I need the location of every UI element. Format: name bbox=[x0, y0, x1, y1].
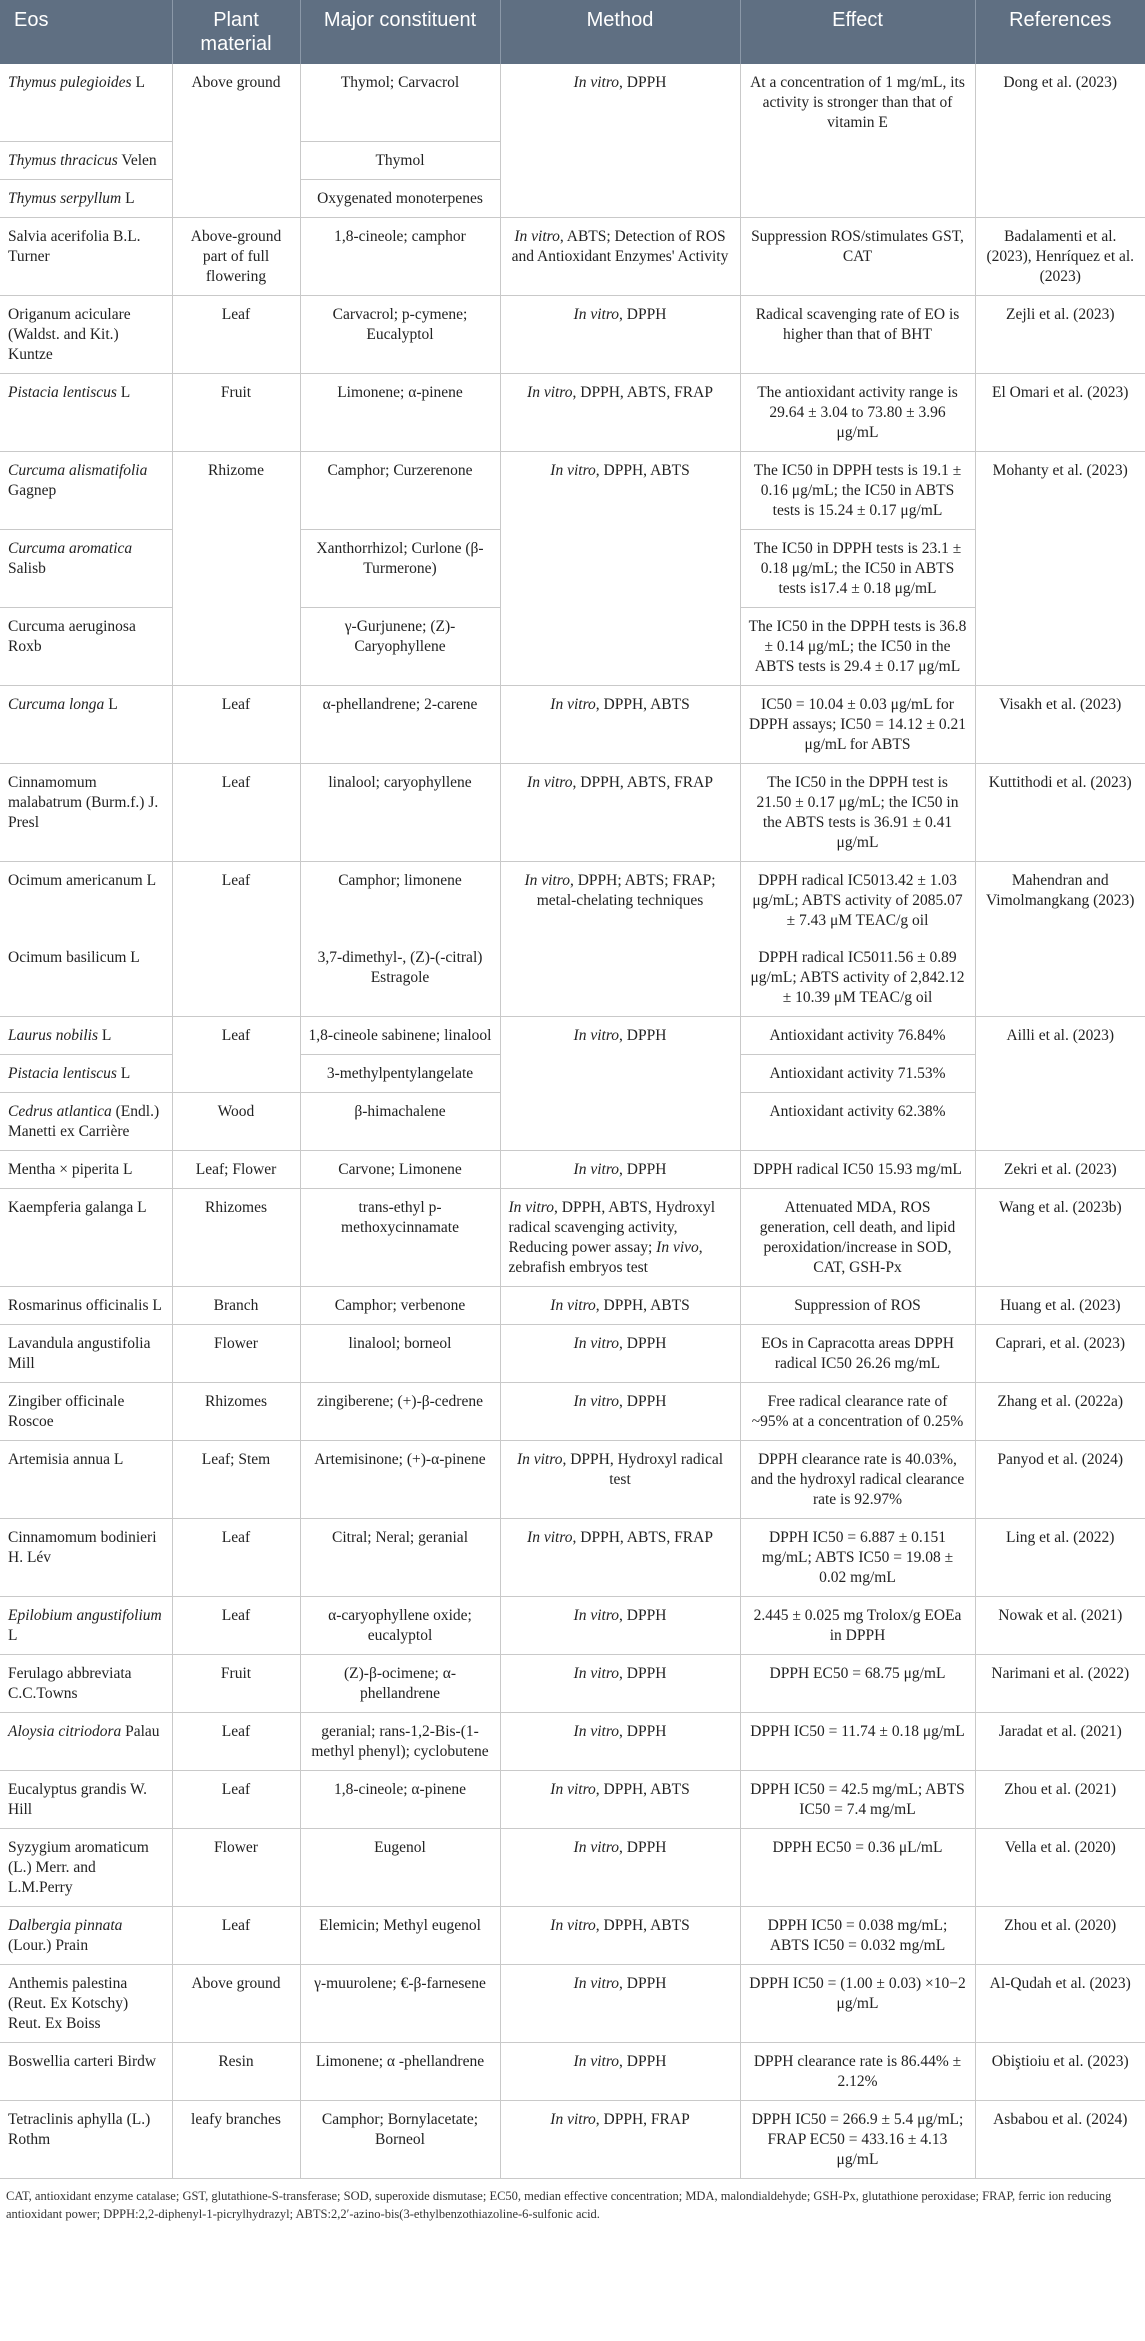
cell-reference: Zekri et al. (2023) bbox=[975, 1150, 1145, 1188]
cell-plant-material: Fruit bbox=[172, 1654, 300, 1712]
table-row bbox=[0, 1828, 1145, 1906]
table-row bbox=[0, 217, 1145, 295]
cell-eos: Tetraclinis aphylla (L.) Rothm bbox=[0, 2100, 172, 2178]
cell-eos: Curcuma aromatica Salisb bbox=[0, 529, 172, 607]
header-effect: Effect bbox=[740, 0, 975, 64]
cell-effect: DPPH EC50 = 68.75 μg/mL bbox=[740, 1654, 975, 1712]
table-row bbox=[0, 529, 1145, 607]
cell-reference bbox=[975, 141, 1145, 179]
table-row bbox=[0, 2042, 1145, 2100]
cell-plant-material: Flower bbox=[172, 1324, 300, 1382]
cell-constituent: γ-muurolene; €-β-farnesene bbox=[300, 1964, 500, 2042]
cell-effect: DPPH clearance rate is 86.44% ± 2.12% bbox=[740, 2042, 975, 2100]
cell-plant-material bbox=[172, 529, 300, 607]
cell-method: In vitro, DPPH bbox=[500, 1150, 740, 1188]
cell-reference bbox=[975, 607, 1145, 685]
cell-constituent: 1,8-cineole sabinene; linalool bbox=[300, 1016, 500, 1054]
cell-effect: DPPH EC50 = 0.36 μL/mL bbox=[740, 1828, 975, 1906]
table-row bbox=[0, 1016, 1145, 1054]
cell-eos: Kaempferia galanga L bbox=[0, 1188, 172, 1286]
table-row bbox=[0, 1596, 1145, 1654]
cell-effect: Antioxidant activity 76.84% bbox=[740, 1016, 975, 1054]
cell-reference: Zhou et al. (2020) bbox=[975, 1906, 1145, 1964]
cell-method bbox=[500, 607, 740, 685]
cell-reference: Dong et al. (2023) bbox=[1003, 74, 1118, 91]
cell-effect: IC50 = 10.04 ± 0.03 μg/mL for DPPH assays; IC50 = 14.12 ± 0.21 μg/mL for ABTS bbox=[740, 685, 975, 763]
cell-plant-material: Leaf bbox=[172, 685, 300, 763]
table-row bbox=[0, 1518, 1145, 1596]
cell-eos: Lavandula angustifolia Mill bbox=[0, 1324, 172, 1382]
table-row bbox=[0, 2100, 1145, 2178]
table-row bbox=[0, 1054, 1145, 1092]
cell-method: In vitro, DPPH, ABTS bbox=[500, 1906, 740, 1964]
cell-eos: Ocimum basilicum L bbox=[0, 939, 172, 1017]
cell-method: In vitro, ABTS; Detection of ROS and Antioxidant Enzymes' Activity bbox=[500, 217, 740, 295]
cell-reference: Obiştioiu et al. (2023) bbox=[975, 2042, 1145, 2100]
cell-plant-material: Fruit bbox=[172, 373, 300, 451]
cell-constituent: 3,7-dimethyl-, (Z)-(-citral) Estragole bbox=[300, 939, 500, 1017]
table-row bbox=[0, 64, 1145, 141]
cell-reference: Visakh et al. (2023) bbox=[975, 685, 1145, 763]
cell-plant-material bbox=[172, 179, 300, 217]
cell-reference: Asbabou et al. (2024) bbox=[975, 2100, 1145, 2178]
cell-plant-material: leafy branches bbox=[172, 2100, 300, 2178]
cell-plant-material: Leaf; Flower bbox=[172, 1150, 300, 1188]
cell-reference: Ling et al. (2022) bbox=[975, 1518, 1145, 1596]
cell-eos: Cinnamomum bodinieri H. Lév bbox=[0, 1518, 172, 1596]
table-row bbox=[0, 1382, 1145, 1440]
cell-method: In vitro, DPPH bbox=[500, 295, 740, 373]
cell-reference: Zhang et al. (2022a) bbox=[975, 1382, 1145, 1440]
cell-constituent: 3-methylpentylangelate bbox=[300, 1054, 500, 1092]
cell-constituent: 1,8-cineole; α-pinene bbox=[300, 1770, 500, 1828]
cell-eos: Curcuma longa L bbox=[0, 685, 172, 763]
header-plant-material: Plant material bbox=[172, 0, 300, 64]
cell-constituent: Camphor; verbenone bbox=[300, 1286, 500, 1324]
cell-effect: The IC50 in DPPH tests is 23.1 ± 0.18 μg/mL; the IC50 in ABTS tests is17.4 ± 0.18 μg/mL bbox=[740, 529, 975, 607]
cell-plant-material: Leaf; Stem bbox=[172, 1440, 300, 1518]
cell-plant-material bbox=[172, 939, 300, 1017]
header-eos: Eos bbox=[0, 0, 172, 64]
cell-reference: Panyod et al. (2024) bbox=[975, 1440, 1145, 1518]
cell-effect: DPPH IC50 = 6.887 ± 0.151 mg/mL; ABTS IC50 = 19.08 ± 0.02 mg/mL bbox=[740, 1518, 975, 1596]
cell-reference bbox=[975, 179, 1145, 217]
cell-eos: Pistacia lentiscus L bbox=[0, 1054, 172, 1092]
table-row bbox=[0, 685, 1145, 763]
cell-plant-material: Above ground bbox=[172, 64, 300, 141]
cell-plant-material: Above ground bbox=[172, 1964, 300, 2042]
cell-constituent: Xanthorrhizol; Curlone (β-Turmerone) bbox=[300, 529, 500, 607]
cell-method: In vitro, DPPH, ABTS bbox=[500, 1770, 740, 1828]
cell-eos: Zingiber officinale Roscoe bbox=[0, 1382, 172, 1440]
cell-reference: Narimani et al. (2022) bbox=[975, 1654, 1145, 1712]
cell-method: In vitro, DPPH bbox=[500, 1016, 740, 1054]
cell-constituent: Thymol bbox=[300, 141, 500, 179]
table-row bbox=[0, 179, 1145, 217]
cell-reference: Jaradat et al. (2021) bbox=[975, 1712, 1145, 1770]
cell-constituent: Limonene; α-pinene bbox=[300, 373, 500, 451]
cell-eos: Dalbergia pinnata (Lour.) Prain bbox=[0, 1906, 172, 1964]
cell-effect: The IC50 in the DPPH tests is 36.8 ± 0.14 μg/mL; the IC50 in the ABTS tests is 29.4 ± 0.17 μg/mL bbox=[740, 607, 975, 685]
cell-method: In vitro, DPPH bbox=[500, 1596, 740, 1654]
cell-effect: The antioxidant activity range is 29.64 ± 3.04 to 73.80 ± 3.96 μg/mL bbox=[740, 373, 975, 451]
cell-effect: DPPH radical IC50 15.93 mg/mL bbox=[740, 1150, 975, 1188]
cell-plant-material: Resin bbox=[172, 2042, 300, 2100]
cell-reference: El Omari et al. (2023) bbox=[975, 373, 1145, 451]
cell-method: In vitro, DPPH bbox=[500, 1828, 740, 1906]
cell-eos: Boswellia carteri Birdw bbox=[0, 2042, 172, 2100]
cell-plant-material: Leaf bbox=[172, 763, 300, 861]
cell-constituent: γ-Gurjunene; (Z)-Caryophyllene bbox=[300, 607, 500, 685]
cell-reference: Zejli et al. (2023) bbox=[975, 295, 1145, 373]
cell-eos: Cedrus atlantica (Endl.) Manetti ex Carrière bbox=[0, 1092, 172, 1150]
cell-reference: Nowak et al. (2021) bbox=[975, 1596, 1145, 1654]
cell-constituent: (Z)-β-ocimene; α-phellandrene bbox=[300, 1654, 500, 1712]
cell-reference: Badalamenti et al. (2023), Henríquez et al. (2023) bbox=[975, 217, 1145, 295]
cell-constituent: β-himachalene bbox=[300, 1092, 500, 1150]
cell-eos: Laurus nobilis L bbox=[0, 1016, 172, 1054]
cell-plant-material: Wood bbox=[172, 1092, 300, 1150]
table-row bbox=[0, 1964, 1145, 2042]
cell-constituent: zingiberene; (+)-β-cedrene bbox=[300, 1382, 500, 1440]
cell-method: In vitro, DPPH, ABTS bbox=[500, 685, 740, 763]
cell-constituent: Carvone; Limonene bbox=[300, 1150, 500, 1188]
cell-method: In vitro, DPPH, ABTS bbox=[500, 1286, 740, 1324]
cell-eos: Pistacia lentiscus L bbox=[0, 373, 172, 451]
cell-eos: Anthemis palestina (Reut. Ex Kotschy) Reut. Ex Boiss bbox=[0, 1964, 172, 2042]
cell-method: In vitro, DPPH; ABTS; FRAP; metal-chelating techniques bbox=[500, 861, 740, 939]
header-references: References bbox=[975, 0, 1145, 64]
cell-method: In vitro, DPPH, ABTS, FRAP bbox=[500, 373, 740, 451]
cell-constituent: α-phellandrene; 2-carene bbox=[300, 685, 500, 763]
cell-constituent: Camphor; Curzerenone bbox=[300, 451, 500, 529]
cell-eos: Ocimum americanum L bbox=[0, 861, 172, 939]
cell-effect: EOs in Capracotta areas DPPH radical IC50 26.26 mg/mL bbox=[740, 1324, 975, 1382]
cell-method: In vitro, DPPH, FRAP bbox=[500, 2100, 740, 2178]
table-row bbox=[0, 607, 1145, 685]
cell-eos: Aloysia citriodora Palau bbox=[0, 1712, 172, 1770]
cell-eos: Salvia acerifolia B.L. Turner bbox=[0, 217, 172, 295]
cell-constituent: Camphor; Bornylacetate; Borneol bbox=[300, 2100, 500, 2178]
cell-eos: Origanum aciculare (Waldst. and Kit.) Kuntze bbox=[0, 295, 172, 373]
cell-plant-material: Branch bbox=[172, 1286, 300, 1324]
cell-reference: Kuttithodi et al. (2023) bbox=[975, 763, 1145, 861]
cell-effect: DPPH IC50 = 0.038 mg/mL; ABTS IC50 = 0.032 mg/mL bbox=[740, 1906, 975, 1964]
table-row bbox=[0, 295, 1145, 373]
cell-eos: Artemisia annua L bbox=[0, 1440, 172, 1518]
cell-plant-material: Above-ground part of full flowering bbox=[172, 217, 300, 295]
cell-constituent: Elemicin; Methyl eugenol bbox=[300, 1906, 500, 1964]
cell-method: In vitro, DPPH, ABTS bbox=[500, 451, 740, 529]
cell-eos: Thymus serpyllum L bbox=[0, 179, 172, 217]
cell-constituent: geranial; rans-1,2-Bis-(1-methyl phenyl); cyclobutene bbox=[300, 1712, 500, 1770]
cell-reference bbox=[975, 939, 1145, 1017]
table-row bbox=[0, 1188, 1145, 1286]
cell-reference: Zhou et al. (2021) bbox=[975, 1770, 1145, 1828]
cell-eos: Thymus pulegioides L bbox=[0, 64, 172, 141]
cell-method bbox=[500, 1092, 740, 1150]
cell-method: In vitro, DPPH bbox=[500, 1324, 740, 1382]
cell-eos: Mentha × piperita L bbox=[0, 1150, 172, 1188]
table-row bbox=[0, 1440, 1145, 1518]
table-row bbox=[0, 939, 1145, 1017]
cell-plant-material: Rhizome bbox=[172, 451, 300, 529]
table-row bbox=[0, 373, 1145, 451]
cell-constituent: α-caryophyllene oxide; eucalyptol bbox=[300, 1596, 500, 1654]
cell-constituent: Eugenol bbox=[300, 1828, 500, 1906]
cell-plant-material: Leaf bbox=[172, 1712, 300, 1770]
table-row bbox=[0, 1286, 1145, 1324]
table-row bbox=[0, 763, 1145, 861]
cell-eos: Curcuma alismatifolia Gagnep bbox=[0, 451, 172, 529]
cell-method: In vitro, DPPH bbox=[500, 64, 740, 141]
cell-method: In vitro, DPPH bbox=[500, 1382, 740, 1440]
cell-effect: Suppression of ROS bbox=[740, 1286, 975, 1324]
cell-plant-material: Leaf bbox=[172, 861, 300, 939]
table-row bbox=[0, 1150, 1145, 1188]
cell-effect: The IC50 in DPPH tests is 19.1 ± 0.16 μg/mL; the IC50 in ABTS tests is 15.24 ± 0.17 μg/mL bbox=[740, 451, 975, 529]
table-footnote: CAT, antioxidant enzyme catalase; GST, glutathione-S-transferase; SOD, superoxide dismutase; EC50, median effective concentration; MDA, malondialdehyde; GSH-Px, glutathione peroxidase; FRAP, ferric ion reducing antioxidant power; DPPH:2,2-diphenyl-1-picrylhydrazyl; ABTS:2,2′-azino-bis(3-ethylbenzothiazoline-6-sulfonic acid. bbox=[6, 2188, 1112, 2221]
cell-constituent: Thymol; Carvacrol bbox=[300, 64, 500, 141]
table-row bbox=[0, 141, 1145, 179]
cell-method bbox=[500, 141, 740, 179]
cell-effect: DPPH IC50 = 266.9 ± 5.4 μg/mL; FRAP EC50 = 433.16 ± 4.13 μg/mL bbox=[740, 2100, 975, 2178]
header-method: Method bbox=[500, 0, 740, 64]
cell-eos: Thymus thracicus Velen bbox=[0, 141, 172, 179]
header-major-constituent: Major constituent bbox=[300, 0, 500, 64]
cell-method: In vitro, DPPH, Hydroxyl radical test bbox=[500, 1440, 740, 1518]
cell-method bbox=[500, 529, 740, 607]
cell-reference: Mahendran and Vimolmangkang (2023) bbox=[986, 871, 1135, 909]
cell-method: In vitro, DPPH bbox=[500, 1712, 740, 1770]
cell-effect: Antioxidant activity 71.53% bbox=[740, 1054, 975, 1092]
cell-reference: Wang et al. (2023b) bbox=[975, 1188, 1145, 1286]
cell-reference bbox=[975, 1092, 1145, 1150]
cell-method: In vitro, DPPH, ABTS, Hydroxyl radical scavenging activity, Reducing power assay; In vivo, zebrafish embryos test bbox=[500, 1188, 740, 1286]
cell-eos: Eucalyptus grandis W. Hill bbox=[0, 1770, 172, 1828]
cell-effect bbox=[740, 141, 975, 179]
cell-plant-material: Leaf bbox=[172, 1518, 300, 1596]
cell-method: In vitro, DPPH bbox=[500, 1964, 740, 2042]
table-row bbox=[0, 861, 1145, 939]
cell-method: In vitro, DPPH, ABTS, FRAP bbox=[500, 763, 740, 861]
table-row bbox=[0, 1324, 1145, 1382]
cell-effect: The IC50 in the DPPH test is 21.50 ± 0.17 μg/mL; the IC50 in the ABTS tests is 36.91 ± 0.41 μg/mL bbox=[740, 763, 975, 861]
table-row bbox=[0, 1092, 1145, 1150]
cell-effect: DPPH IC50 = (1.00 ± 0.03) ×10−2 μg/mL bbox=[740, 1964, 975, 2042]
cell-effect: DPPH radical IC5013.42 ± 1.03 μg/mL; ABTS activity of 2085.07 ± 7.43 μM TEAC/g oil bbox=[740, 861, 975, 939]
cell-reference: Huang et al. (2023) bbox=[975, 1286, 1145, 1324]
table-row bbox=[0, 1906, 1145, 1964]
cell-effect: DPPH IC50 = 11.74 ± 0.18 μg/mL bbox=[740, 1712, 975, 1770]
cell-constituent: Limonene; α -phellandrene bbox=[300, 2042, 500, 2100]
cell-plant-material bbox=[172, 607, 300, 685]
cell-method bbox=[500, 939, 740, 1017]
cell-constituent: Oxygenated monoterpenes bbox=[300, 179, 500, 217]
cell-plant-material bbox=[172, 1054, 300, 1092]
cell-effect: DPPH radical IC5011.56 ± 0.89 μg/mL; ABTS activity of 2,842.12 ± 10.39 μM TEAC/g oil bbox=[740, 939, 975, 1017]
table-header-row bbox=[0, 0, 1145, 64]
cell-eos: Epilobium angustifolium L bbox=[0, 1596, 172, 1654]
cell-plant-material: Flower bbox=[172, 1828, 300, 1906]
cell-reference: Ailli et al. (2023) bbox=[1006, 1026, 1115, 1044]
cell-effect: Attenuated MDA, ROS generation, cell death, and lipid peroxidation/increase in SOD, CAT, GSH-Px bbox=[740, 1188, 975, 1286]
cell-plant-material: Leaf bbox=[172, 1016, 300, 1054]
cell-plant-material: Rhizomes bbox=[172, 1382, 300, 1440]
cell-constituent: Camphor; limonene bbox=[300, 861, 500, 939]
table-row bbox=[0, 1654, 1145, 1712]
cell-plant-material: Leaf bbox=[172, 1770, 300, 1828]
cell-eos: Curcuma aeruginosa Roxb bbox=[0, 607, 172, 685]
cell-constituent: trans-ethyl p-methoxycinnamate bbox=[300, 1188, 500, 1286]
cell-reference: Vella et al. (2020) bbox=[975, 1828, 1145, 1906]
cell-method bbox=[500, 179, 740, 217]
cell-reference: Al-Qudah et al. (2023) bbox=[975, 1964, 1145, 2042]
cell-effect: DPPH IC50 = 42.5 mg/mL; ABTS IC50 = 7.4 mg/mL bbox=[740, 1770, 975, 1828]
cell-effect bbox=[740, 179, 975, 217]
cell-plant-material: Leaf bbox=[172, 1596, 300, 1654]
cell-reference bbox=[975, 1054, 1145, 1092]
cell-reference bbox=[975, 529, 1145, 607]
cell-effect: Radical scavenging rate of EO is higher than that of BHT bbox=[740, 295, 975, 373]
cell-constituent: Artemisinone; (+)-α-pinene bbox=[300, 1440, 500, 1518]
cell-effect: Antioxidant activity 62.38% bbox=[740, 1092, 975, 1150]
cell-method: In vitro, DPPH, ABTS, FRAP bbox=[500, 1518, 740, 1596]
cell-effect: DPPH clearance rate is 40.03%, and the hydroxyl radical clearance rate is 92.97% bbox=[740, 1440, 975, 1518]
cell-eos: Cinnamomum malabatrum (Burm.f.) J. Presl bbox=[0, 763, 172, 861]
cell-effect: 2.445 ± 0.025 mg Trolox/g EOEa in DPPH bbox=[740, 1596, 975, 1654]
cell-eos: Syzygium aromaticum (L.) Merr. and L.M.Perry bbox=[0, 1828, 172, 1906]
cell-constituent: linalool; caryophyllene bbox=[300, 763, 500, 861]
table-row bbox=[0, 451, 1145, 529]
cell-plant-material: Rhizomes bbox=[172, 1188, 300, 1286]
cell-constituent: linalool; borneol bbox=[300, 1324, 500, 1382]
cell-plant-material: Leaf bbox=[172, 1906, 300, 1964]
table-row bbox=[0, 1770, 1145, 1828]
cell-constituent: Carvacrol; p-cymene; Eucalyptol bbox=[300, 295, 500, 373]
cell-method bbox=[500, 1054, 740, 1092]
cell-eos: Rosmarinus officinalis L bbox=[0, 1286, 172, 1324]
cell-reference: Mohanty et al. (2023) bbox=[992, 461, 1128, 479]
cell-method: In vitro, DPPH bbox=[500, 2042, 740, 2100]
table-row bbox=[0, 1712, 1145, 1770]
cell-eos: Ferulago abbreviata C.C.Towns bbox=[0, 1654, 172, 1712]
cell-constituent: Citral; Neral; geranial bbox=[300, 1518, 500, 1596]
cell-plant-material: Leaf bbox=[172, 295, 300, 373]
cell-plant-material bbox=[172, 141, 300, 179]
cell-method: In vitro, DPPH bbox=[500, 1654, 740, 1712]
cell-reference: Caprari, et al. (2023) bbox=[975, 1324, 1145, 1382]
cell-effect: Suppression ROS/stimulates GST, CAT bbox=[740, 217, 975, 295]
cell-effect: At a concentration of 1 mg/mL, its activity is stronger than that of vitamin E bbox=[740, 64, 975, 141]
cell-effect: Free radical clearance rate of ~95% at a concentration of 0.25% bbox=[740, 1382, 975, 1440]
cell-constituent: 1,8-cineole; camphor bbox=[300, 217, 500, 295]
